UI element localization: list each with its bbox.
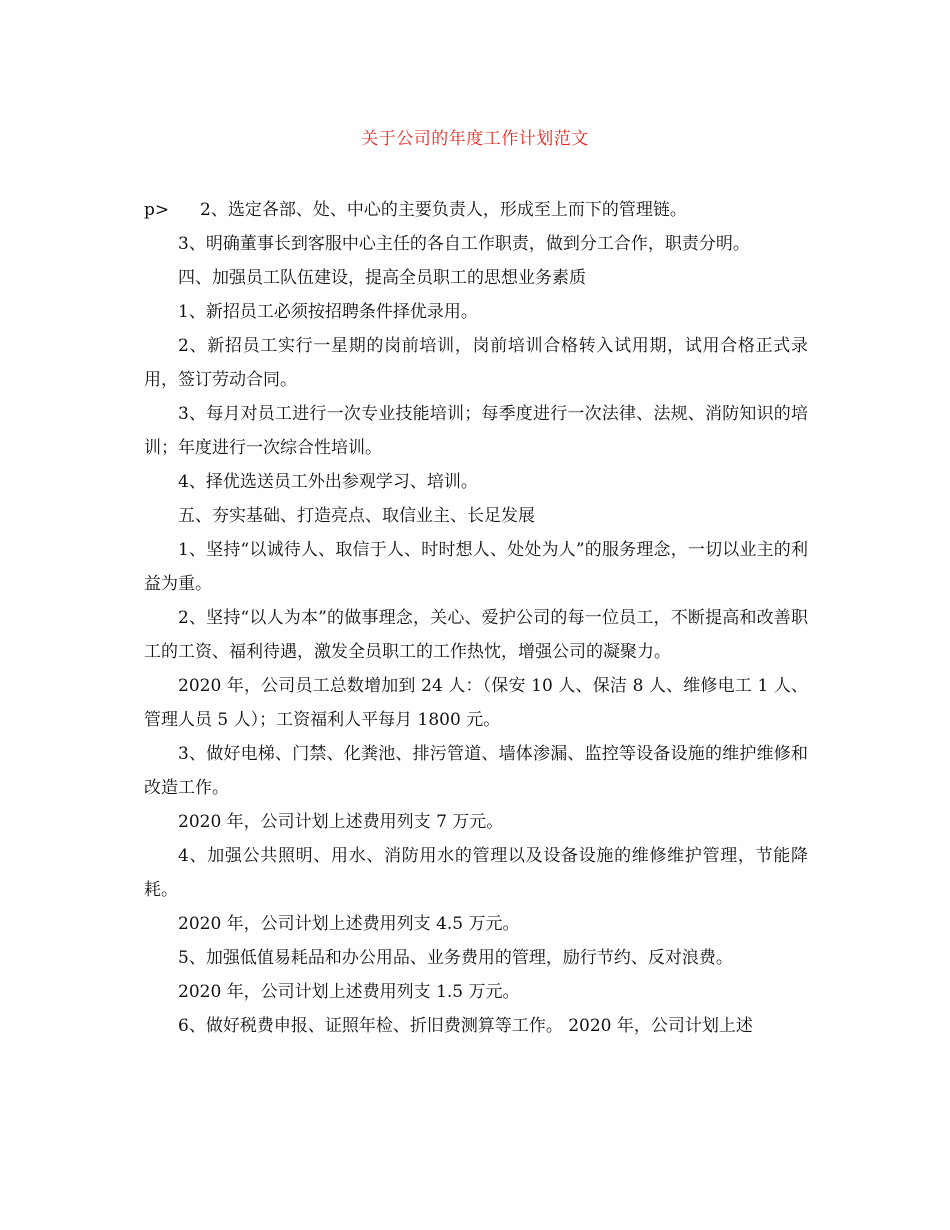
paragraph: 2、坚持“以人为本”的做事理念，关心、爱护公司的每一位员工，不断提高和改善职工的工资、福利待遇，激发全员职工的工作热忱，增强公司的凝聚力。 <box>144 608 808 662</box>
paragraph: 3、每月对员工进行一次专业技能培训；每季度进行一次法律、法规、消防知识的培训；年度进行一次综合性培训。 <box>144 404 808 458</box>
paragraph: 2020 年，公司计划上述费用列支 4.5 万元。 <box>178 914 520 934</box>
document-body <box>144 193 808 1043</box>
paragraph-text: 2、选定各部、处、中心的主要负责人，形成至上而下的管理链。 <box>200 200 687 220</box>
paragraph: 6、做好税费申报、证照年检、折旧费测算等工作。 2020 年，公司计划上述 <box>178 1016 753 1036</box>
section-heading: 五、夯实基础、打造亮点、取信业主、长足发展 <box>178 506 535 526</box>
paragraph: 2020 年，公司员工总数增加到 24 人：（保安 10 人、保洁 8 人、维修电工 1 人、管理人员 5 人）；工资福利人平每月 1800 元。 <box>144 676 808 730</box>
paragraph <box>144 193 808 227</box>
paragraph: 4、择优选送员工外出参观学习、培训。 <box>178 472 478 492</box>
paragraph: 2020 年，公司计划上述费用列支 1.5 万元。 <box>178 982 520 1002</box>
section-heading: 四、加强员工队伍建设，提高全员职工的思想业务素质 <box>178 268 586 288</box>
paragraph: 5、加强低值易耗品和办公用品、业务费用的管理，励行节约、反对浪费。 <box>178 948 733 968</box>
lead-prefix: p> <box>144 200 170 220</box>
paragraph: 1、新招员工必须按招聘条件择优录用。 <box>178 302 478 322</box>
paragraph: 4、加强公共照明、用水、消防用水的管理以及设备设施的维修维护管理，节能降耗。 <box>144 846 808 900</box>
paragraph: 3、明确董事长到客服中心主任的各自工作职责，做到分工合作，职责分明。 <box>178 234 750 254</box>
paragraph: 2、新招员工实行一星期的岗前培训，岗前培训合格转入试用期，试用合格正式录用，签订劳动合同。 <box>144 336 808 390</box>
document-title: 关于公司的年度工作计划范文 <box>361 129 589 149</box>
paragraph: 2020 年，公司计划上述费用列支 7 万元。 <box>178 812 504 832</box>
paragraph: 3、做好电梯、门禁、化粪池、排污管道、墙体渗漏、监控等设备设施的维护维修和改造工作。 <box>144 744 808 798</box>
paragraph: 1、坚持“以诚待人、取信于人、时时想人、处处为人”的服务理念，一切以业主的利益为重。 <box>144 540 808 594</box>
